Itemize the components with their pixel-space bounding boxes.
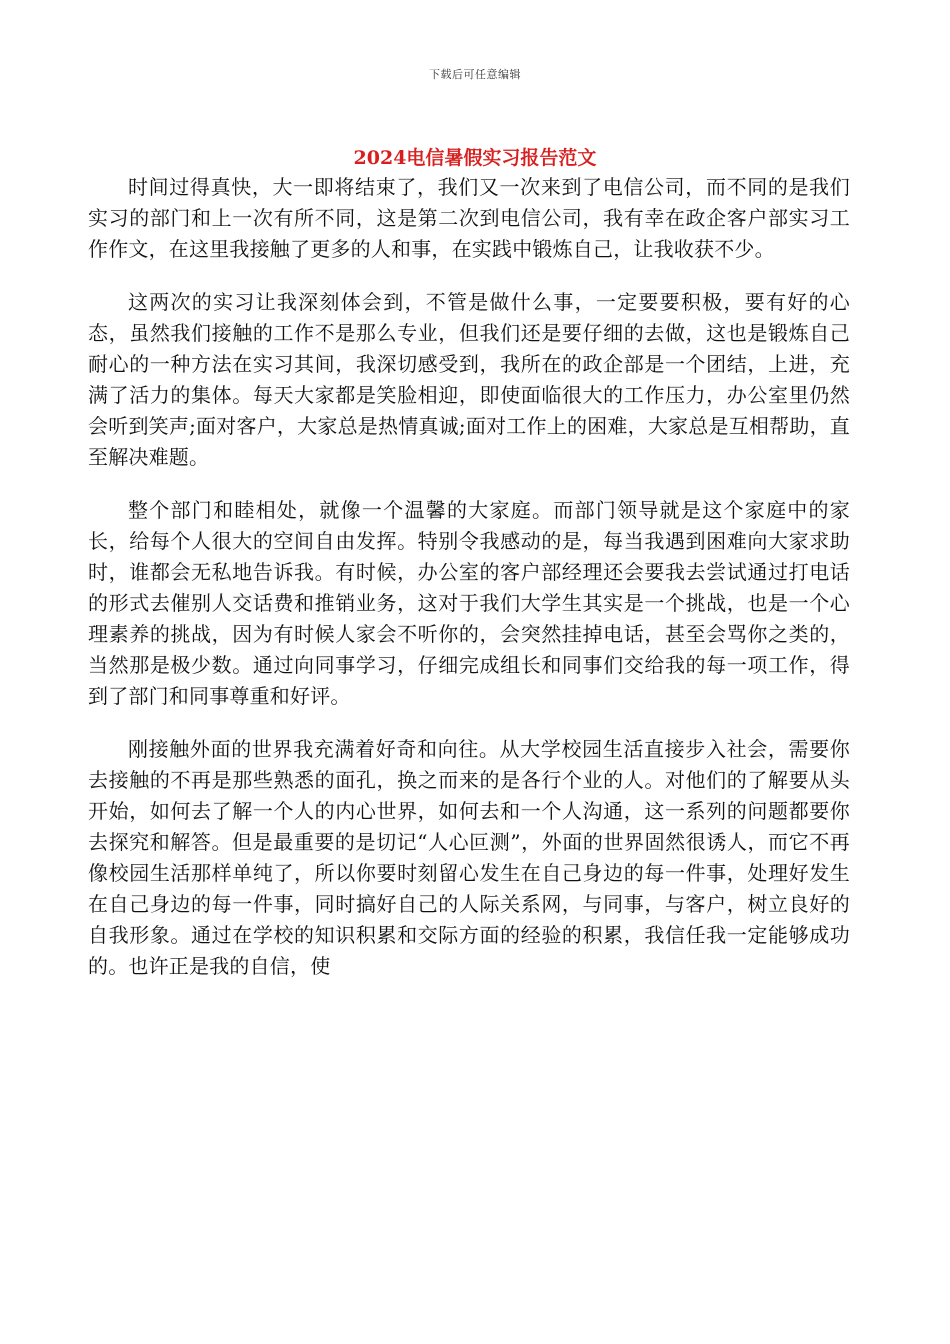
paragraph-1: 时间过得真快，大一即将结束了，我们又一次来到了电信公司，而不同的是我们实习的部门和上一次有所不同，这是第二次到电信公司，我有幸在政企客户部实习工作作文，在这里我接触了更多的人和事，在实践中锻炼自己，让我收获不少。 [88,175,850,261]
paragraph-3: 整个部门和睦相处，就像一个温馨的大家庭。而部门领导就是这个家庭中的家长，给每个人很大的空间自由发挥。特别令我感动的是，每当我遇到困难向大家求助时，谁都会无私地告诉我。有时候，办公室的客户部经理还会要我去尝试通过打电话的形式去催别人交话费和推销业务，这对于我们大学生其实是一个挑战，也是一个心理素养的挑战，因为有时候人家会不听你的，会突然挂掉电话，甚至会骂你之类的，当然那是极少数。通过向同事学习，仔细完成组长和同事们交给我的每一项工作，得到了部门和同事尊重和好评。 [88,498,850,708]
header-note: 下载后可任意编辑 [429,68,521,81]
paragraph-4: 刚接触外面的世界我充满着好奇和向往。从大学校园生活直接步入社会，需要你去接触的不再是那些熟悉的面孔，换之而来的是各行个业的人。对他们的了解要从头开始，如何去了解一个人的内心世界，如何去和一个人沟通，这一系列的问题都要你去探究和解答。但是最重要的是切记“人心叵测”，外面的世界固然很诱人，而它不再像校园生活那样单纯了，所以你要时刻留心发生在自己身边的每一件事，处理好发生在自己身边的每一件事，同时搞好自己的人际关系网，与同事，与客户，树立良好的自我形象。通过在学校的知识积累和交际方面的经验的积累，我信任我一定能够成功的。也许正是我的自信，使 [88,737,850,978]
paragraph-2: 这两次的实习让我深刻体会到，不管是做什么事，一定要要积极，要有好的心态，虽然我们接触的工作不是那么专业，但我们还是要仔细的去做，这也是锻炼自己耐心的一种方法在实习其间，我深切感受到，我所在的政企部是一个团结，上进，充满了活力的集体。每天大家都是笑脸相迎，即使面临很大的工作压力，办公室里仍然会听到笑声;面对客户，大家总是热情真诚;面对工作上的困难，大家总是互相帮助，直至解决难题。 [88,290,850,469]
document-body [88,172,850,1004]
document-title: 2024电信暑假实习报告范文 [353,147,597,169]
